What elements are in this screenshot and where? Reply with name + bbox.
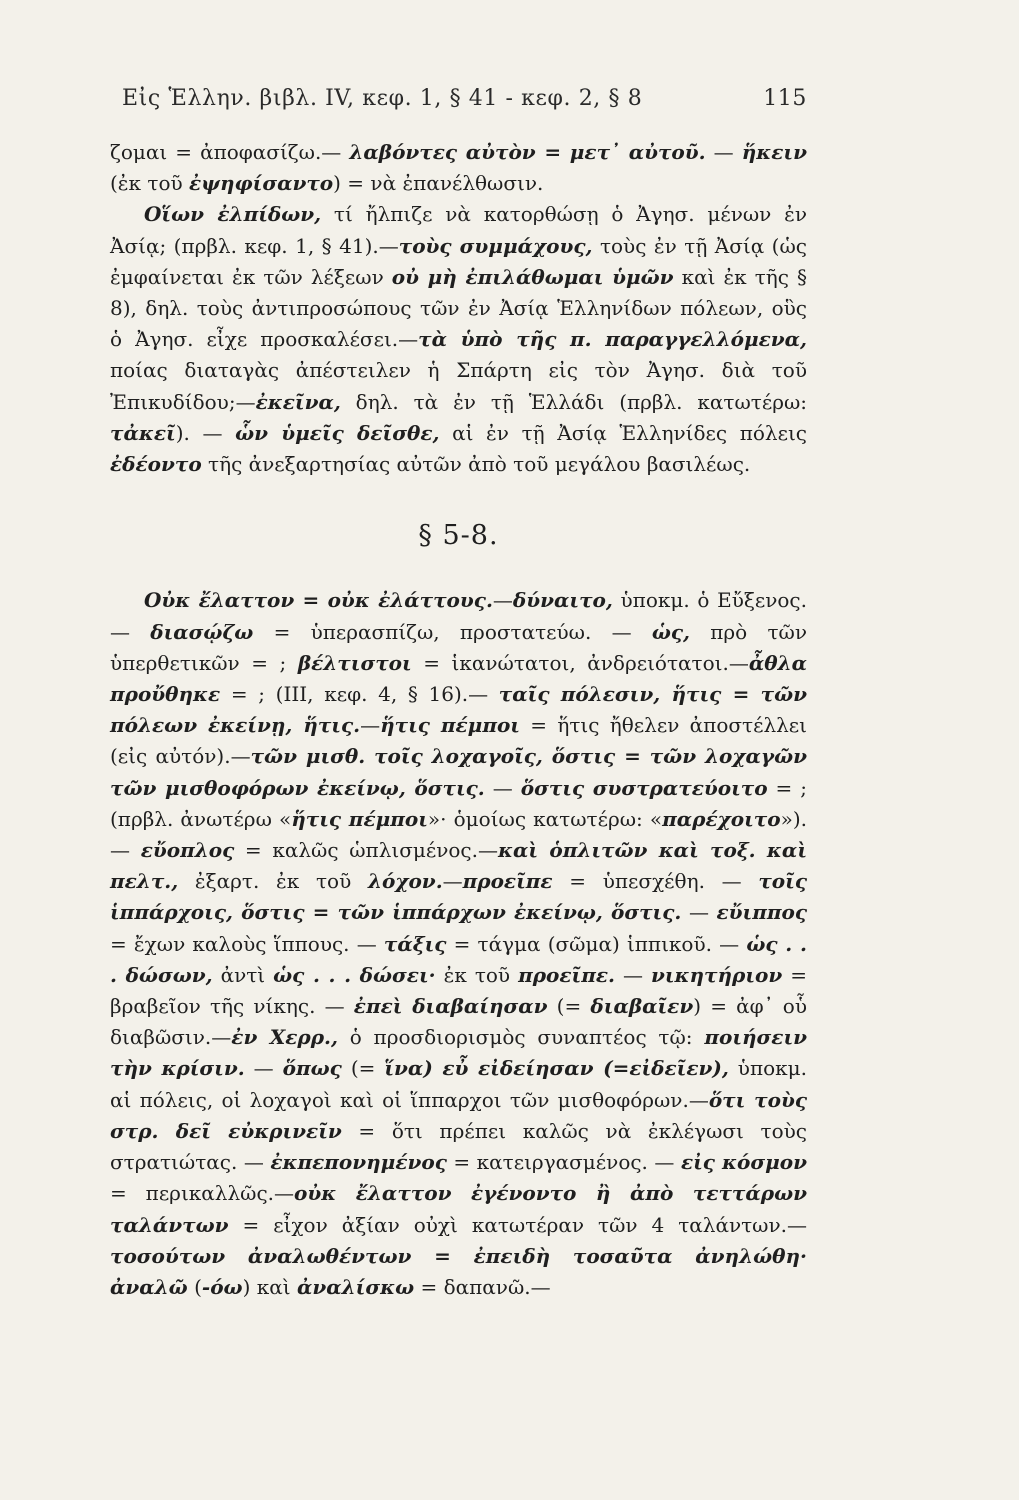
lemma-term: ἐπεὶ διαβαίησαν [353,994,548,1019]
gloss-text: — [705,140,742,164]
gloss-text: = ὅτι πρέπει καλῶς νὰ ἐκλέγωσι τοὺς στρατιώτας. — [110,1118,807,1175]
lemma-term: νικητήριον [650,962,783,987]
gloss-text: = καλῶς ὡπλισμένος.— [234,838,498,863]
gloss-text: = τάγμα (σῶμα) ἱππικοῦ. — [446,931,747,956]
lemma-term: ὡς, [651,619,691,644]
lemma-term: ποιήσειν τὴν κρίσιν. [110,1025,807,1081]
gloss-text: ). — [175,420,236,445]
lemma-term: δύναιτο, [512,588,613,613]
gloss-text: ) = νὰ ἐπανέλθωσιν. [333,171,544,196]
lemma-term: ἐψηφίσαντο [189,171,334,196]
lemma-term: Οὐκ ἔλαττον = οὐκ ἐλάττους. [144,588,493,613]
gloss-text: καὶ ἐκ τῆς § 8), δηλ. τοὺς ἀντιπροσώπους τῶν ἐν Ἀσίᾳ Ἑλληνίδων πόλεων, οὓς ὁ Ἀγησ. εἶχε προσκαλέσει.— [110,264,807,352]
gloss-text: — [681,900,717,925]
gloss-text: ( [187,1274,202,1299]
lemma-term: προεῖπε. [518,962,615,987]
gloss-text: — [614,962,651,987]
lemma-term: οὐ μὴ ἐπιλάθωμαι ὑμῶν [391,264,674,289]
paragraph-2 [110,199,807,480]
gloss-text: = δαπανῶ.— [414,1274,551,1299]
lemma-term: τάξις [383,931,447,956]
gloss-text: ὁ προσδιορισμὸς συναπτέος τῷ: [337,1025,705,1050]
gloss-text: ποίας διαταγὰς ἀπέστειλεν ἡ Σπάρτη εἰς τὸν Ἀγησ. διὰ τοῦ Ἐπικυδίδου;— [110,358,807,414]
lemma-term: διασῴζω [150,619,254,644]
lemma-term: τοῖς ἱππάρχοις, ὅστις = τῶν ἱππάρχων ἐκείνῳ, ὅστις. [110,869,807,925]
lemma-term: προεῖπε [462,869,553,894]
lemma-term: ἐκεῖνα, [255,389,341,414]
section-paragraph [110,585,807,1303]
gloss-text: = εἶχον ἀξίαν οὐχὶ κατωτέραν τῶν 4 ταλάντων.— [228,1212,807,1237]
lemma-term: λόχον. [367,869,443,894]
gloss-text: ) καὶ [242,1274,297,1299]
lemma-term: -όω [201,1274,243,1299]
gloss-text: ζομαι = ἀποφασίζω.— [110,140,350,164]
gloss-text: τοὺς ἐν τῇ Ἀσίᾳ (ὡς ἐμφαίνεται ἐκ τῶν λέξεων [110,233,807,289]
gloss-text: αἱ ἐν τῇ Ἀσίᾳ Ἑλληνίδες πόλεις [439,420,807,445]
lemma-term: ὅστις συστρατεύοιτο [520,775,768,800]
lemma-term: οὐκ ἔλαττον ἐγένοντο ἢ ἀπὸ τεττάρων ταλάντων [110,1181,808,1237]
gloss-text: (= [547,994,591,1019]
lemma-term: ἐδέοντο [110,452,202,477]
lemma-term: ὅτι τοὺς στρ. δεῖ εὐκρινεῖν [110,1087,808,1143]
gloss-text: = ὑπεσχέθη. — [552,869,759,894]
gloss-text: (ἐκ τοῦ [110,171,190,196]
gloss-text: — [360,713,381,738]
gloss-text: = ; (III, κεφ. 4, § 16).— [220,682,499,707]
lemma-term: τοὺς συμμάχους, [398,233,593,258]
lemma-term: ἥκειν [741,140,807,164]
page-number: 115 [763,86,807,111]
lemma-term: τἀκεῖ [110,420,176,445]
gloss-text: ἀντὶ [212,962,274,987]
lemma-term: ἀναλίσκω [296,1274,415,1299]
gloss-text: πρὸ τῶν ὑπερθετικῶν = ; [110,619,807,675]
lemma-term: καὶ ὁπλιτῶν καὶ τοξ. καὶ πελτ., [110,838,807,894]
gloss-text: τί ἤλπιζε νὰ κατορθώσῃ ὁ Ἀγησ. μένων ἐν Ἀσίᾳ; (πρβλ. κεφ. 1, § 41).— [110,202,808,258]
running-head [110,86,807,111]
gloss-text: τῆς ἀνεξαρτησίας αὐτῶν ἀπὸ τοῦ μεγάλου βασιλέως. [201,452,751,477]
gloss-text: — [492,588,513,613]
gloss-text: — [484,775,521,800]
lemma-term: ἐκπεπονημένος [270,1150,447,1175]
lemma-term: διαβαῖεν [590,994,694,1019]
lemma-term: λαβόντες αὐτὸν = μετ᾽ αὐτοῦ. [349,140,706,164]
lemma-term: τῶν μισθ. τοῖς λοχαγοῖς, ὅστις = τῶν λοχαγῶν τῶν μισθοφόρων ἐκείνῳ, ὅστις. [110,744,807,800]
gloss-text: »· ὁμοίως κατωτέρω: « [427,806,663,831]
lemma-term: ὅπως [282,1056,342,1081]
gloss-text: ὑποκμ. αἱ πόλεις, οἱ λοχαγοὶ καὶ οἱ ἵππαρχοι τῶν μισθοφόρων.— [110,1056,808,1112]
running-head-title: Εἰς Ἑλλην. βιβλ. IV, κεφ. 1, § 41 - κεφ. 2, § 8 [122,86,643,111]
gloss-text: ἐκ τοῦ [435,962,519,987]
gloss-text: = ἱκανώτατοι, ἀνδρειότατοι.— [411,650,749,675]
gloss-text: = ὑπερασπίζω, προστατεύω. — [253,619,652,644]
gloss-text: δηλ. τὰ ἐν τῇ Ἑλλάδι (πρβλ. κατωτέρω: [340,389,807,414]
paragraph-1 [110,137,807,199]
lemma-term: βέλτιστοι [297,650,412,675]
gloss-text: = ἥτις ἤθελεν ἀποστέλλει (εἰς αὐτόν).— [110,713,807,769]
gloss-text: »).— [110,806,807,863]
lemma-term: εὔιππος [716,900,808,925]
lemma-term: Οἵων ἐλπίδων, [144,202,322,227]
section-heading: § 5-8. [418,520,499,552]
lemma-term: ἵνα) εὖ εἰδείησαν (=εἰδεῖεν), [384,1056,729,1081]
gloss-text: (= [341,1056,385,1081]
gloss-text: ἐξαρτ. ἐκ τοῦ [178,869,368,894]
lemma-term: ἐν Χερρ., [231,1025,338,1050]
gloss-text: = ; (πρβλ. ἀνωτέρω « [110,775,807,831]
lemma-term: ταῖς πόλεσιν, ἥτις = τῶν πόλεων ἐκείνῃ, ἥτις. [110,682,807,738]
gloss-text: ) = ἀφ᾽ οὗ διαβῶσιν.— [110,994,808,1050]
gloss-text: = ἔχων καλοὺς ἵππους. — [110,931,384,956]
lemma-term: εἰς κόσμον [680,1150,807,1175]
lemma-term: ἥτις πέμποι [380,713,520,738]
gloss-text: = κατειργασμένος. — [446,1150,681,1175]
lemma-term: ἥτις πέμποι [291,806,428,831]
gloss-text: — [442,869,463,894]
gloss-text: ὑποκμ. ὁ Εὔξενος.— [110,588,807,644]
lemma-term: τοσούτων ἀναλωθέντων = ἐπειδὴ τοσαῦτα ἀνηλώθη· ἀναλῶ [110,1243,807,1299]
gloss-text: = περικαλλῶς.— [110,1181,295,1206]
lemma-term: ὧν ὑμεῖς δεῖσθε, [235,420,440,445]
lemma-term: ἆθλα προὔθηκε [110,650,808,707]
lemma-term: ὡς . . . δώσων, [110,931,807,987]
lemma-term: παρέχοιτο [662,806,781,831]
commentary-text [110,137,807,1303]
lemma-term: τὰ ὑπὸ τῆς π. παραγγελλόμενα, [418,327,807,352]
gloss-text: = βραβεῖον τῆς νίκης. — [110,962,807,1019]
lemma-term: εὔοπλος [140,838,235,863]
gloss-text: — [244,1056,283,1081]
lemma-term: ὡς . . . δώσει· [273,962,436,987]
